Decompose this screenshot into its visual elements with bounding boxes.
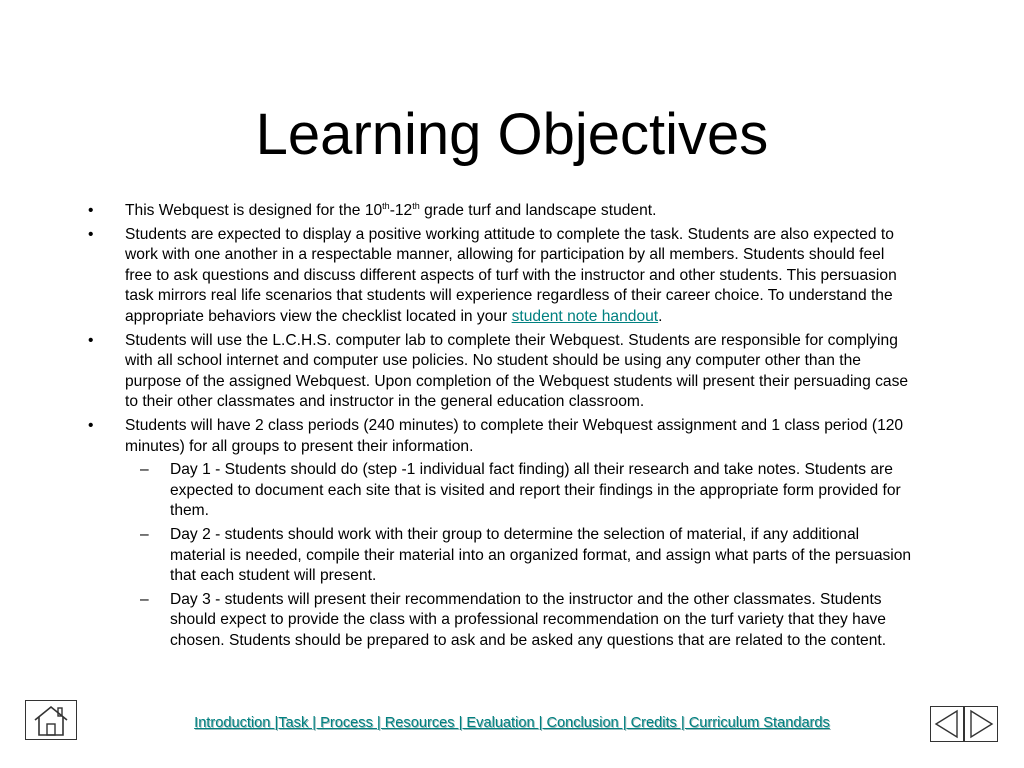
triangle-right-icon xyxy=(965,707,997,741)
objectives-list xyxy=(84,201,914,654)
bullet-text: grade turf and landscape student. xyxy=(419,202,657,219)
bullet-item-attitude xyxy=(84,225,914,328)
footer-navigation xyxy=(0,712,1024,734)
dash-marker: – xyxy=(140,590,149,608)
student-note-handout-link[interactable]: student note handout xyxy=(511,307,659,325)
next-slide-button[interactable] xyxy=(964,706,998,742)
bullet-marker: • xyxy=(88,331,94,349)
bullet-item-class-periods xyxy=(84,416,914,457)
dash-marker: – xyxy=(140,525,149,543)
bullet-text: -12 xyxy=(389,202,413,219)
bullet-item-computer-lab xyxy=(84,331,914,413)
footer-nav-links[interactable]: Introduction |Task | Process | Resources | Evaluation | Conclusion | Credits | Curriculum Standards xyxy=(194,712,830,734)
previous-slide-button[interactable] xyxy=(930,706,964,742)
bullet-text: . xyxy=(658,307,663,325)
page-title: Learning Objectives xyxy=(255,102,769,167)
ordinal-suffix: th xyxy=(412,200,420,211)
bullet-text: This Webquest is designed for the 10 xyxy=(125,202,383,219)
bullet-text: Students are expected to display a positive working attitude to complete the task. Students are also expected to work with one another in a respectable manner, allowing for participation by all members. Students should feel free to ask questions and discuss different aspects of turf with the instructor and other students. This persuasion task mirrors real life scenarios that students will experience regardless of their career choice. To understand the appropriate behaviors view the checklist located in your xyxy=(125,225,897,325)
bullet-marker: • xyxy=(88,416,94,434)
sub-item-text: Day 1 - Students should do (step -1 individual fact finding) all their research and take notes. Students are expected to document each site that is visited and report their findings in the appropriate form provided for them. xyxy=(170,461,901,520)
dash-marker: – xyxy=(140,461,149,479)
sub-item-day-2 xyxy=(84,525,914,587)
bullet-text: Students will have 2 class periods (240 minutes) to complete their Webquest assignment and 1 class period (120 minutes) for all groups to present their information. xyxy=(125,416,904,455)
home-icon xyxy=(26,701,76,739)
bullet-item-grade xyxy=(84,201,914,222)
triangle-left-icon xyxy=(931,707,963,741)
sub-item-day-3 xyxy=(84,590,914,652)
home-button[interactable] xyxy=(25,700,77,740)
sub-item-text: Day 2 - students should work with their group to determine the selection of material, if any additional material is needed, compile their material into an organized format, and assign what parts of the persuasion that each student will present. xyxy=(170,525,912,585)
bullet-marker: • xyxy=(88,225,94,243)
ordinal-suffix: th xyxy=(382,200,390,211)
bullet-text: Students will use the L.C.H.S. computer lab to complete their Webquest. Students are responsible for complying with all school internet and computer use policies. No student should be using any computer other than the purpose of the assigned Webquest. Upon completion of the Webquest students will present their persuading case to their other classmates and instructor in the general education classroom. xyxy=(125,331,909,411)
bullet-marker: • xyxy=(88,202,94,219)
sub-item-day-1 xyxy=(84,460,914,522)
sub-item-text: Day 3 - students will present their recommendation to the instructor and the other classmates. Students should expect to provide the class with a professional recommendation on the turf variety that they have chosen. Students should be prepared to ask and be asked any questions that are related to the content. xyxy=(170,590,887,649)
